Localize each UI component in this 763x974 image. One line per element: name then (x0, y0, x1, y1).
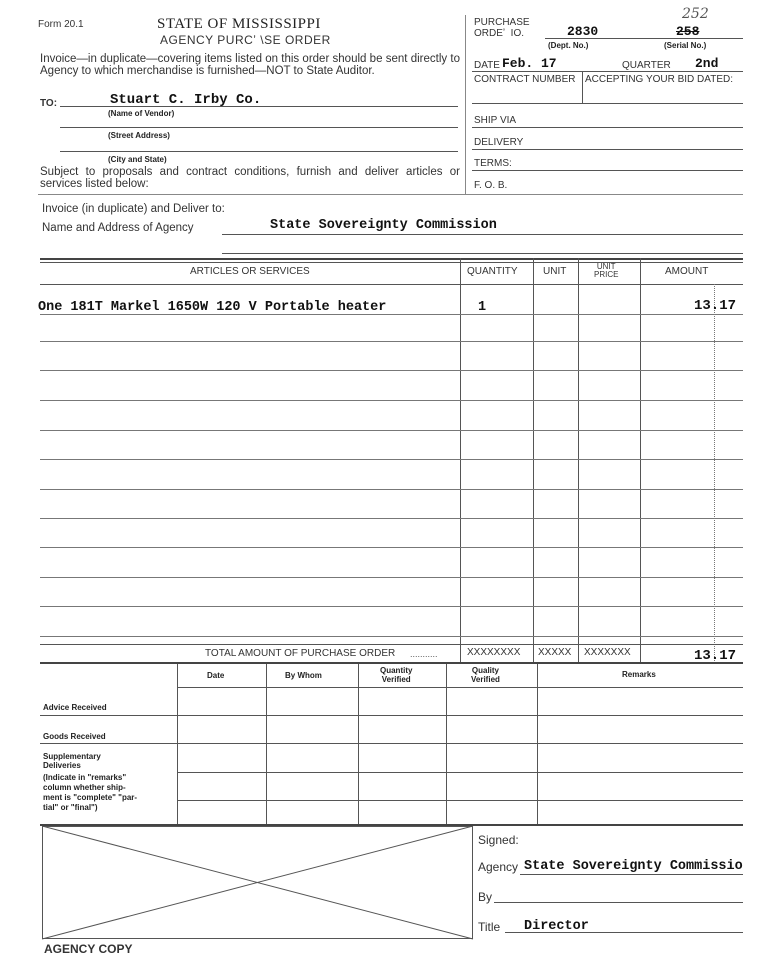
form-title: AGENCY PURCʼ \SE ORDER (160, 33, 331, 47)
street-address-label: (Street Address) (108, 131, 170, 140)
total-label: TOTAL AMOUNT OF PURCHASE ORDER (205, 648, 396, 659)
vendor-name-label: (Name of Vendor) (108, 109, 175, 118)
sig-title-value: Director (524, 919, 589, 934)
table-row-line (40, 370, 743, 371)
table-row-line (40, 400, 743, 401)
recv-col-quantity-verified: Quantity Verified (380, 666, 413, 684)
handwritten-serial: 252 (682, 6, 709, 22)
quarter-value: 2nd (695, 56, 719, 71)
terms-label: TERMS: (474, 158, 512, 169)
sig-title-label: Title (478, 920, 501, 934)
agency-name: State Sovereignty Commission (270, 218, 497, 233)
table-row-line (40, 606, 743, 607)
dept-number: 2830 (567, 24, 599, 39)
col-quantity: QUANTITY (467, 266, 518, 277)
form-number: Form 20.1 (38, 19, 84, 30)
sig-agency-label: Agency (478, 860, 519, 874)
col-amount: AMOUNT (665, 266, 709, 277)
table-row-line (40, 459, 743, 460)
table-row-line (40, 636, 743, 637)
total-price-x: XXXXXXX (584, 647, 631, 658)
supplementary-deliveries-label: Supplementary Deliveries (43, 752, 101, 770)
table-row-line (40, 518, 743, 519)
item-quantity: 1 (478, 300, 487, 315)
deliver-to-label: Invoice (in duplicate) and Deliver to: (42, 203, 225, 215)
total-quantity-x: XXXXXXXX (467, 647, 521, 658)
table-row-line (40, 489, 743, 490)
col-unit-price: UNIT PRICE (594, 262, 619, 279)
state-heading: STATE OF MISSISSIPPI (157, 16, 321, 32)
contract-number-label: CONTRACT NUMBER (474, 74, 576, 85)
sig-agency-value: State Sovereignty Commissio (524, 859, 743, 874)
recv-col-date: Date (207, 671, 225, 680)
table-row-line (40, 577, 743, 578)
item-article: One 181T Markel 1650W 120 V Portable heater (38, 300, 387, 315)
total-unit-x: XXXXX (538, 647, 572, 658)
recv-col-by-whom: By Whom (285, 671, 322, 680)
quarter-label: QUARTER (622, 60, 671, 71)
table-row-line (40, 341, 743, 342)
ship-via-label: SHIP VIA (474, 115, 517, 126)
col-articles: ARTICLES OR SERVICES (190, 266, 310, 277)
po-number-label: PURCHASE ORDEʼ IO. (474, 17, 530, 39)
signed-label: Signed: (478, 833, 519, 847)
city-state-label: (City and State) (108, 155, 167, 164)
void-box (42, 826, 474, 940)
recv-col-quality-verified: Quality Verified (471, 666, 500, 684)
serial-number: 258 (676, 24, 700, 39)
item-amount: 13.17 (694, 298, 737, 314)
delivery-label: DELIVERY (474, 137, 524, 148)
total-amount: 13.17 (694, 648, 737, 664)
serial-no-label: (Serial No.) (664, 41, 707, 50)
shipment-note: (Indicate in "remarks" column whether ship- ment is "complete" "par- tial" or "final") (43, 773, 138, 812)
to-label: TO: (40, 98, 58, 109)
accepting-bid-label: ACCEPTING YOUR BID DATED: (585, 74, 733, 85)
dept-no-label: (Dept. No.) (548, 41, 589, 50)
col-unit: UNIT (543, 266, 567, 277)
table-row-line (40, 430, 743, 431)
vendor-name: Stuart C. Irby Co. (110, 92, 262, 108)
agency-address-label: Name and Address of Agency (42, 222, 194, 234)
recv-col-remarks: Remarks (622, 670, 656, 679)
date-value: Feb. 17 (502, 56, 557, 71)
invoice-instructions: Invoice—in duplicate—covering items listed on this order should be sent directly to Agency to which merchandise is furnished—NOT to State Auditor. (40, 53, 460, 77)
by-label: By (478, 890, 493, 904)
fob-label: F. O. B. (474, 180, 508, 191)
date-label: DATE (474, 60, 500, 71)
table-row-line (40, 547, 743, 548)
advice-received-label: Advice Received (43, 703, 107, 712)
table-row-line (40, 314, 743, 315)
goods-received-label: Goods Received (43, 732, 106, 741)
agency-copy-label: AGENCY COPY (44, 942, 133, 956)
subject-text: Subject to proposals and contract conditions, furnish and deliver articles or services listed below: (40, 166, 460, 190)
